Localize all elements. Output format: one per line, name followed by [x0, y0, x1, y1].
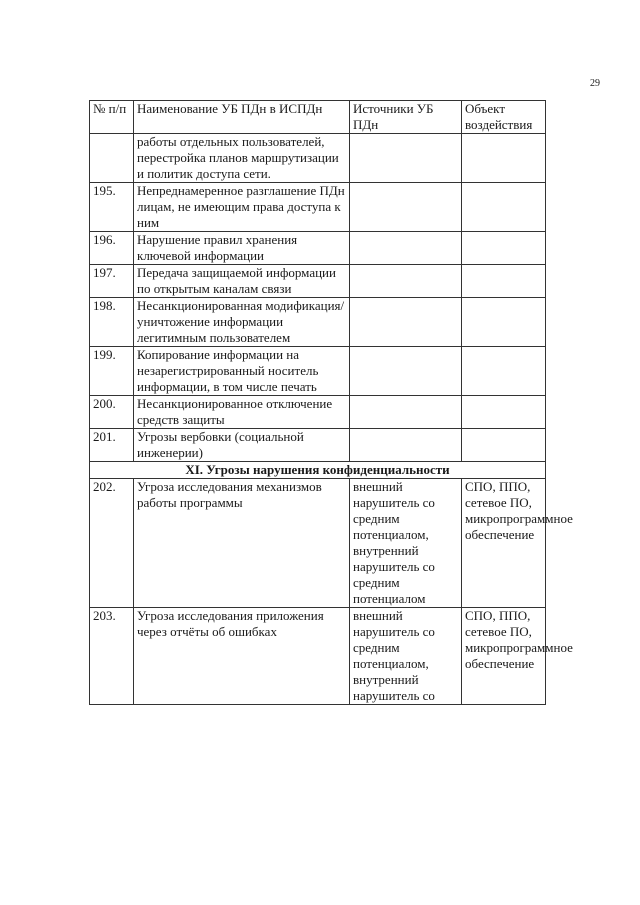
row-sources: внешний нарушитель со средним потенциалом, внутренний нарушитель со средним потенциалом: [350, 479, 462, 608]
row-num: 201.: [90, 429, 134, 462]
table-header-row: [90, 101, 546, 134]
row-num: 196.: [90, 232, 134, 265]
table-section: [90, 462, 546, 479]
row-sources: [350, 183, 462, 232]
table-row: [90, 134, 546, 183]
row-sources: внешний нарушитель со средним потенциалом, внутренний нарушитель со: [350, 608, 462, 705]
row-name: Несанкционированное отключение средств защиты: [134, 396, 350, 429]
table-row: [90, 429, 546, 462]
row-name: Угрозы вербовки (социальной инженерии): [134, 429, 350, 462]
row-sources: [350, 265, 462, 298]
row-name: Непреднамеренное разглашение ПДн лицам, не имеющим права доступа к ним: [134, 183, 350, 232]
row-num: 200.: [90, 396, 134, 429]
page-number: 29: [590, 78, 600, 89]
row-object: [462, 232, 546, 265]
header-num: № п/п: [90, 101, 134, 134]
row-object: [462, 134, 546, 183]
table-row: [90, 608, 546, 705]
table-row: [90, 265, 546, 298]
section-row: [90, 462, 546, 479]
table-row: [90, 347, 546, 396]
table-body-before-section: [90, 134, 546, 462]
row-sources: [350, 347, 462, 396]
row-sources: [350, 232, 462, 265]
row-num: 197.: [90, 265, 134, 298]
section-title: XI. Угрозы нарушения конфиденциальности: [90, 462, 546, 479]
row-object: [462, 429, 546, 462]
row-num: 198.: [90, 298, 134, 347]
row-object: СПО, ППО, сетевое ПО, микропрограммное обеспечение: [462, 479, 546, 608]
table-row: [90, 396, 546, 429]
row-sources: [350, 134, 462, 183]
row-object: [462, 183, 546, 232]
row-name: работы отдельных пользователей, перестройка планов маршрутизации и политик доступа сети.: [134, 134, 350, 183]
header-sources: Источники УБ ПДн: [350, 101, 462, 134]
row-num: 203.: [90, 608, 134, 705]
row-object: [462, 298, 546, 347]
table-row: [90, 479, 546, 608]
row-name: Несанкционированная модификация/уничтожение информации легитимным пользователем: [134, 298, 350, 347]
row-name: Угроза исследования приложения через отчёты об ошибках: [134, 608, 350, 705]
row-num: 195.: [90, 183, 134, 232]
table-row: [90, 183, 546, 232]
row-object: [462, 265, 546, 298]
row-num: 199.: [90, 347, 134, 396]
row-num: [90, 134, 134, 183]
table-row: [90, 232, 546, 265]
row-name: Нарушение правил хранения ключевой информации: [134, 232, 350, 265]
table-body-after-section: [90, 479, 573, 705]
row-sources: [350, 298, 462, 347]
row-object: СПО, ППО, сетевое ПО, микропрограммное обеспечение: [462, 608, 546, 705]
row-name: Копирование информации на незарегистрированный носитель информации, в том числе печать: [134, 347, 350, 396]
threats-table: [89, 100, 573, 705]
row-object: [462, 396, 546, 429]
row-sources: [350, 429, 462, 462]
table-row: [90, 298, 546, 347]
row-num: 202.: [90, 479, 134, 608]
header-object: Объект воздействия: [462, 101, 546, 134]
header-name: Наименование УБ ПДн в ИСПДн: [134, 101, 350, 134]
row-name: Передача защищаемой информации по открытым каналам связи: [134, 265, 350, 298]
row-object: [462, 347, 546, 396]
row-name: Угроза исследования механизмов работы программы: [134, 479, 350, 608]
row-sources: [350, 396, 462, 429]
